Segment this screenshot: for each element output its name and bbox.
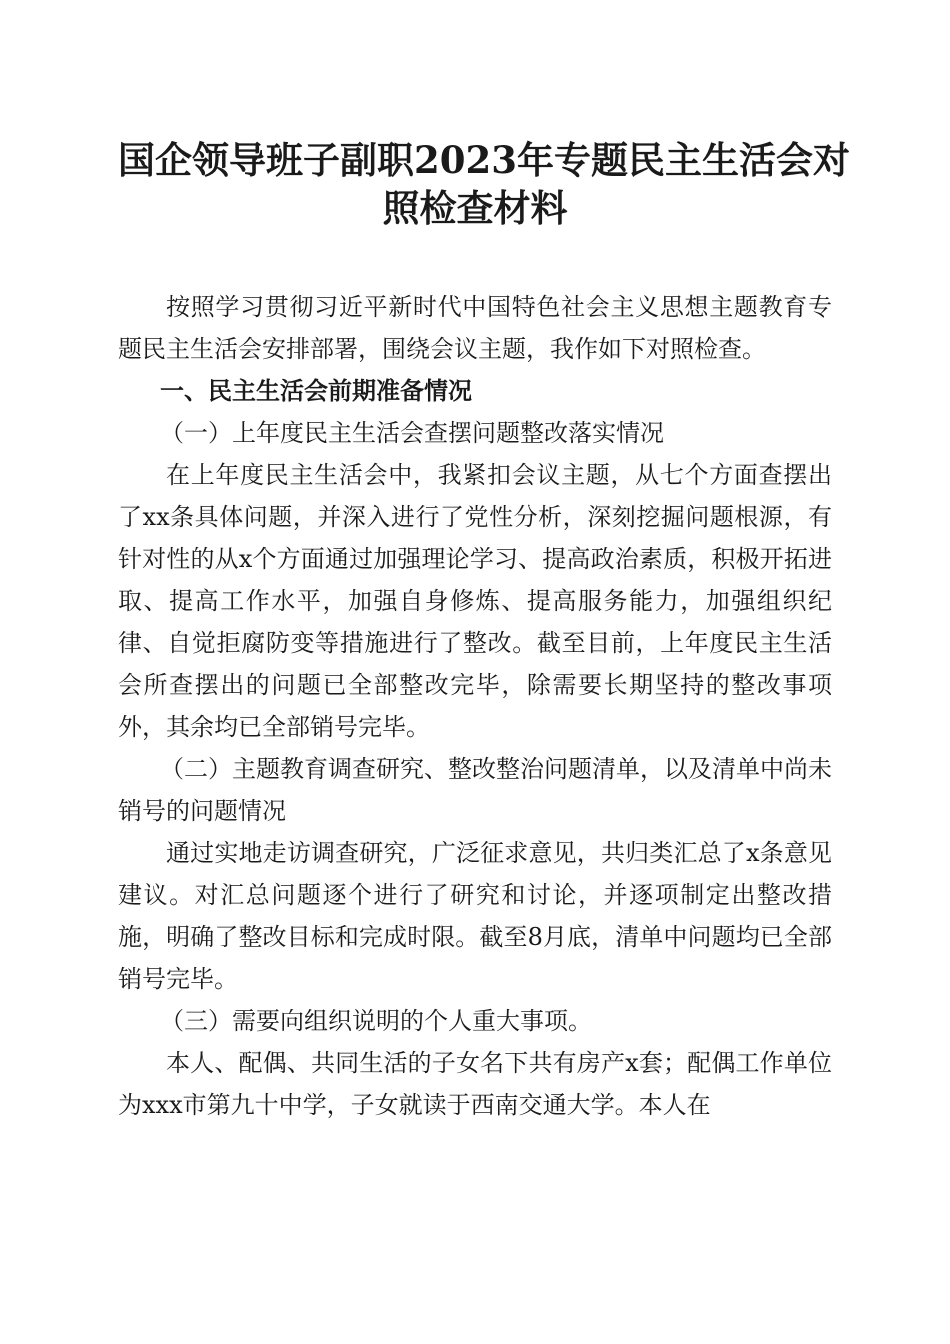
subsection-3-paragraph: 本人、配偶、共同生活的子女名下共有房产x套；配偶工作单位为xxx市第九十中学，子女就读于西南交通大学。本人在 [118, 1049, 832, 1119]
section-1-heading: 一、民主生活会前期准备情况 [160, 376, 472, 405]
document-body [118, 286, 832, 1126]
subsection-3-heading: （三）需要向组织说明的个人重大事项。 [160, 1007, 592, 1035]
title-line-2: 照检查材料 [382, 186, 568, 230]
title-line-1: 国企领导班子副职2023年专题民主生活会对 [118, 138, 850, 182]
subsection-2-heading: （二）主题教育调查研究、整改整治问题清单，以及清单中尚未销号的问题情况 [118, 755, 832, 825]
intro-paragraph: 按照学习贯彻习近平新时代中国特色社会主义思想主题教育专题民主生活会安排部署，围绕会议主题，我作如下对照检查。 [118, 293, 832, 363]
subsection-1-heading: （一）上年度民主生活会查摆问题整改落实情况 [160, 419, 664, 447]
document-title [118, 136, 850, 232]
subsection-2-paragraph: 通过实地走访调查研究，广泛征求意见，共归类汇总了x条意见建议。对汇总问题逐个进行了研究和讨论，并逐项制定出整改措施，明确了整改目标和完成时限。截至8月底，清单中问题均已全部销号完毕。 [118, 839, 832, 993]
subsection-1-paragraph: 在上年度民主生活会中，我紧扣会议主题，从七个方面查摆出了xx条具体问题，并深入进行了党性分析，深刻挖掘问题根源，有针对性的从x个方面通过加强理论学习、提高政治素质，积极开拓进取、提高工作水平，加强自身修炼、提高服务能力，加强组织纪律、自觉拒腐防变等措施进行了整改。截至目前，上年度民主生活会所查摆出的问题已全部整改完毕，除需要长期坚持的整改事项外，其余均已全部销号完毕。 [118, 461, 832, 741]
